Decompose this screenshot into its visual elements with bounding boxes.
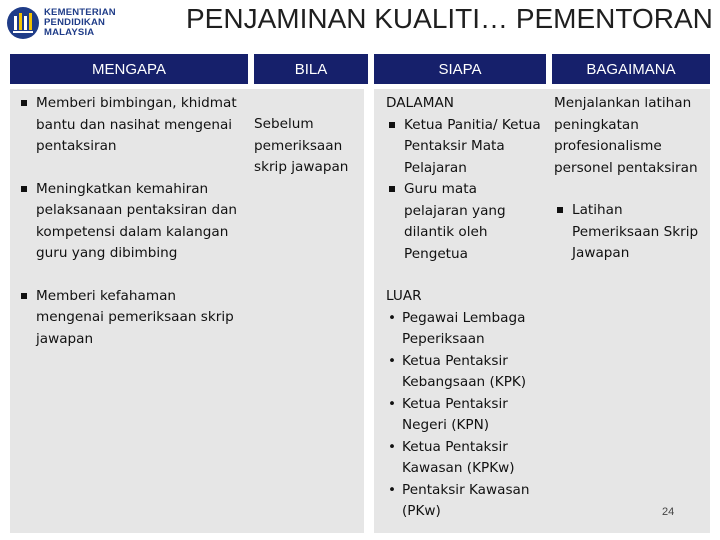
- siapa-luar-item: • Ketua Pentaksir Negeri (KPN): [386, 394, 542, 437]
- page-title: PENJAMINAN KUALITI… PEMENTORAN: [186, 3, 713, 34]
- siapa-dalaman-heading: DALAMAN: [386, 95, 454, 111]
- siapa-luar-item: • Pegawai Lembaga Peperiksaan: [386, 308, 542, 351]
- siapa-dalaman-item: Guru mata pelajaran yang dilantik oleh Pengetua: [386, 179, 542, 265]
- mengapa-item: Meningkatkan kemahiran pelaksanaan pentaksiran dan kompetensi dalam kalangan guru yang dibimbing: [18, 179, 240, 265]
- bila-text: Sebelum pemeriksaan skrip jawapan: [254, 116, 349, 175]
- page-number: 24: [662, 506, 675, 518]
- header-mengapa: MENGAPA: [10, 54, 248, 84]
- mengapa-item: Memberi kefahaman mengenai pemeriksaan skrip jawapan: [18, 286, 240, 351]
- ministry-emblem-icon: [6, 6, 40, 40]
- column-bila: [248, 89, 364, 533]
- header-bila: BILA: [254, 54, 368, 84]
- ministry-logo-text: KEMENTERIAN PENDIDIKAN MALAYSIA: [44, 7, 116, 38]
- mengapa-item: Memberi bimbingan, khidmat bantu dan nasihat mengenai pentaksiran: [18, 93, 240, 158]
- bagaimana-item: Latihan Pemeriksaan Skrip Jawapan: [554, 200, 704, 265]
- ministry-logo: [6, 6, 126, 40]
- siapa-luar-item: • Ketua Pentaksir Kawasan (KPKw): [386, 437, 542, 480]
- header-siapa: SIAPA: [374, 54, 546, 84]
- siapa-luar-heading: LUAR: [386, 288, 422, 304]
- column-bagaimana: [546, 89, 710, 533]
- table-header-row: [10, 54, 710, 84]
- header-bagaimana: BAGAIMANA: [552, 54, 710, 84]
- bagaimana-text: Menjalankan latihan peningkatan profesionalisme personel pentaksiran: [554, 95, 698, 176]
- siapa-dalaman-item: Ketua Panitia/ Ketua Pentaksir Mata Pelajaran: [386, 115, 542, 180]
- siapa-luar-item: • Pentaksir Kawasan (PKw): [386, 480, 542, 523]
- siapa-luar-item: • Ketua Pentaksir Kebangsaan (KPK): [386, 351, 542, 394]
- column-mengapa: [10, 89, 248, 533]
- column-siapa: [374, 89, 546, 533]
